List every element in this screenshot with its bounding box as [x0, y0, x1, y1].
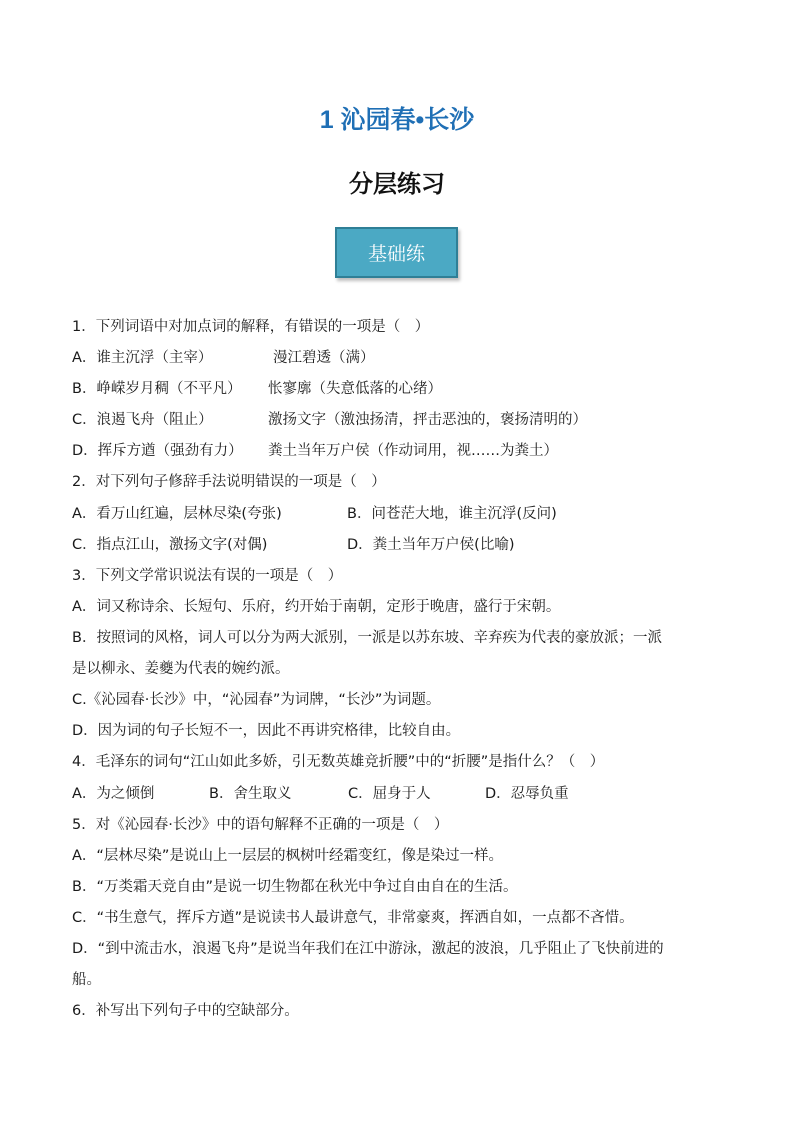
question-1-option-d-second: 粪土当年万户侯（作动词用，视……为粪土）	[268, 443, 558, 459]
question-3-option-a: A．词又称诗余、长短句、乐府，约开始于南朝，定形于晚唐，盛行于宋朝。	[72, 599, 561, 615]
question-3-option-c: C.《沁园春·长沙》中，“沁园春”为词牌，“长沙”为词题。	[72, 692, 441, 708]
question-4-stem: 4．毛泽东的词句“江山如此多娇，引无数英雄竞折腰”中的“折腰”是指什么？（ ）	[72, 754, 605, 770]
question-4-option-c: C．屈身于人	[348, 786, 431, 802]
question-1-option-a-second: 漫江碧透（满）	[273, 350, 375, 366]
question-3-option-b-line2: 是以柳永、姜夔为代表的婉约派。	[72, 661, 290, 677]
question-5-option-d-line2: 船。	[72, 972, 101, 988]
question-6-stem: 6．补写出下列句子中的空缺部分。	[72, 1003, 299, 1019]
question-1-option-c-second: 激扬文字（激浊扬清，抨击恶浊的，褒扬清明的）	[268, 412, 587, 428]
page-subtitle: 分层练习	[349, 170, 445, 198]
section-badge-label: 基础练	[367, 243, 425, 265]
question-5-option-a: A．“层林尽染”是说山上一层层的枫树叶经霜变红，像是染过一样。	[72, 848, 503, 864]
question-2-option-d: D．粪土当年万户侯(比喻)	[347, 537, 515, 553]
question-2-option-a: A．看万山红遍，层林尽染(夸张)	[72, 506, 282, 522]
question-1-option-a: A．谁主沉浮（主宰）	[72, 350, 213, 366]
question-4-option-d: D．忍辱负重	[485, 786, 569, 802]
question-3-option-d: D．因为词的句子长短不一，因此不再讲究格律，比较自由。	[72, 723, 461, 739]
question-5-option-b: B．“万类霜天竞自由”是说一切生物都在秋光中争过自由自在的生活。	[72, 879, 518, 895]
page-title: 1 沁园春•长沙	[319, 106, 475, 134]
question-2-option-c: C．指点江山，激扬文字(对偶)	[72, 537, 268, 553]
question-3-option-b-line1: B．按照词的风格，词人可以分为两大派别，一派是以苏东坡、辛弃疾为代表的豪放派；一派	[72, 630, 662, 646]
question-3-stem: 3．下列文学常识说法有误的一项是（ ）	[72, 568, 343, 584]
question-1-option-d: D．挥斥方遒（强劲有力）	[72, 443, 243, 459]
question-5-stem: 5．对《沁园春·长沙》中的语句解释不正确的一项是（ ）	[72, 817, 449, 833]
section-badge	[335, 227, 458, 278]
question-4-option-b: B．舍生取义	[209, 786, 292, 802]
question-5-option-c: C．“书生意气，挥斥方遒”是说读书人最讲意气，非常豪爽，挥洒自如，一点都不吝惜。	[72, 910, 634, 926]
question-5-option-d-line1: D．“到中流击水，浪遏飞舟”是说当年我们在江中游泳，激起的波浪，几乎阻止了飞快前进的	[72, 941, 664, 957]
question-1-option-b: B．峥嵘岁月稠（不平凡）	[72, 381, 242, 397]
question-4-option-a: A．为之倾倒	[72, 786, 155, 802]
question-2-stem: 2．对下列句子修辞手法说明错误的一项是（ ）	[72, 474, 386, 490]
question-1-option-c: C．浪遏飞舟（阻止）	[72, 412, 213, 428]
question-2-option-b: B．问苍茫大地，谁主沉浮(反问)	[347, 506, 557, 522]
question-1-option-b-second: 怅寥廓（失意低落的心绪）	[268, 381, 442, 397]
question-1-stem: 1．下列词语中对加点词的解释，有错误的一项是（ ）	[72, 319, 430, 335]
